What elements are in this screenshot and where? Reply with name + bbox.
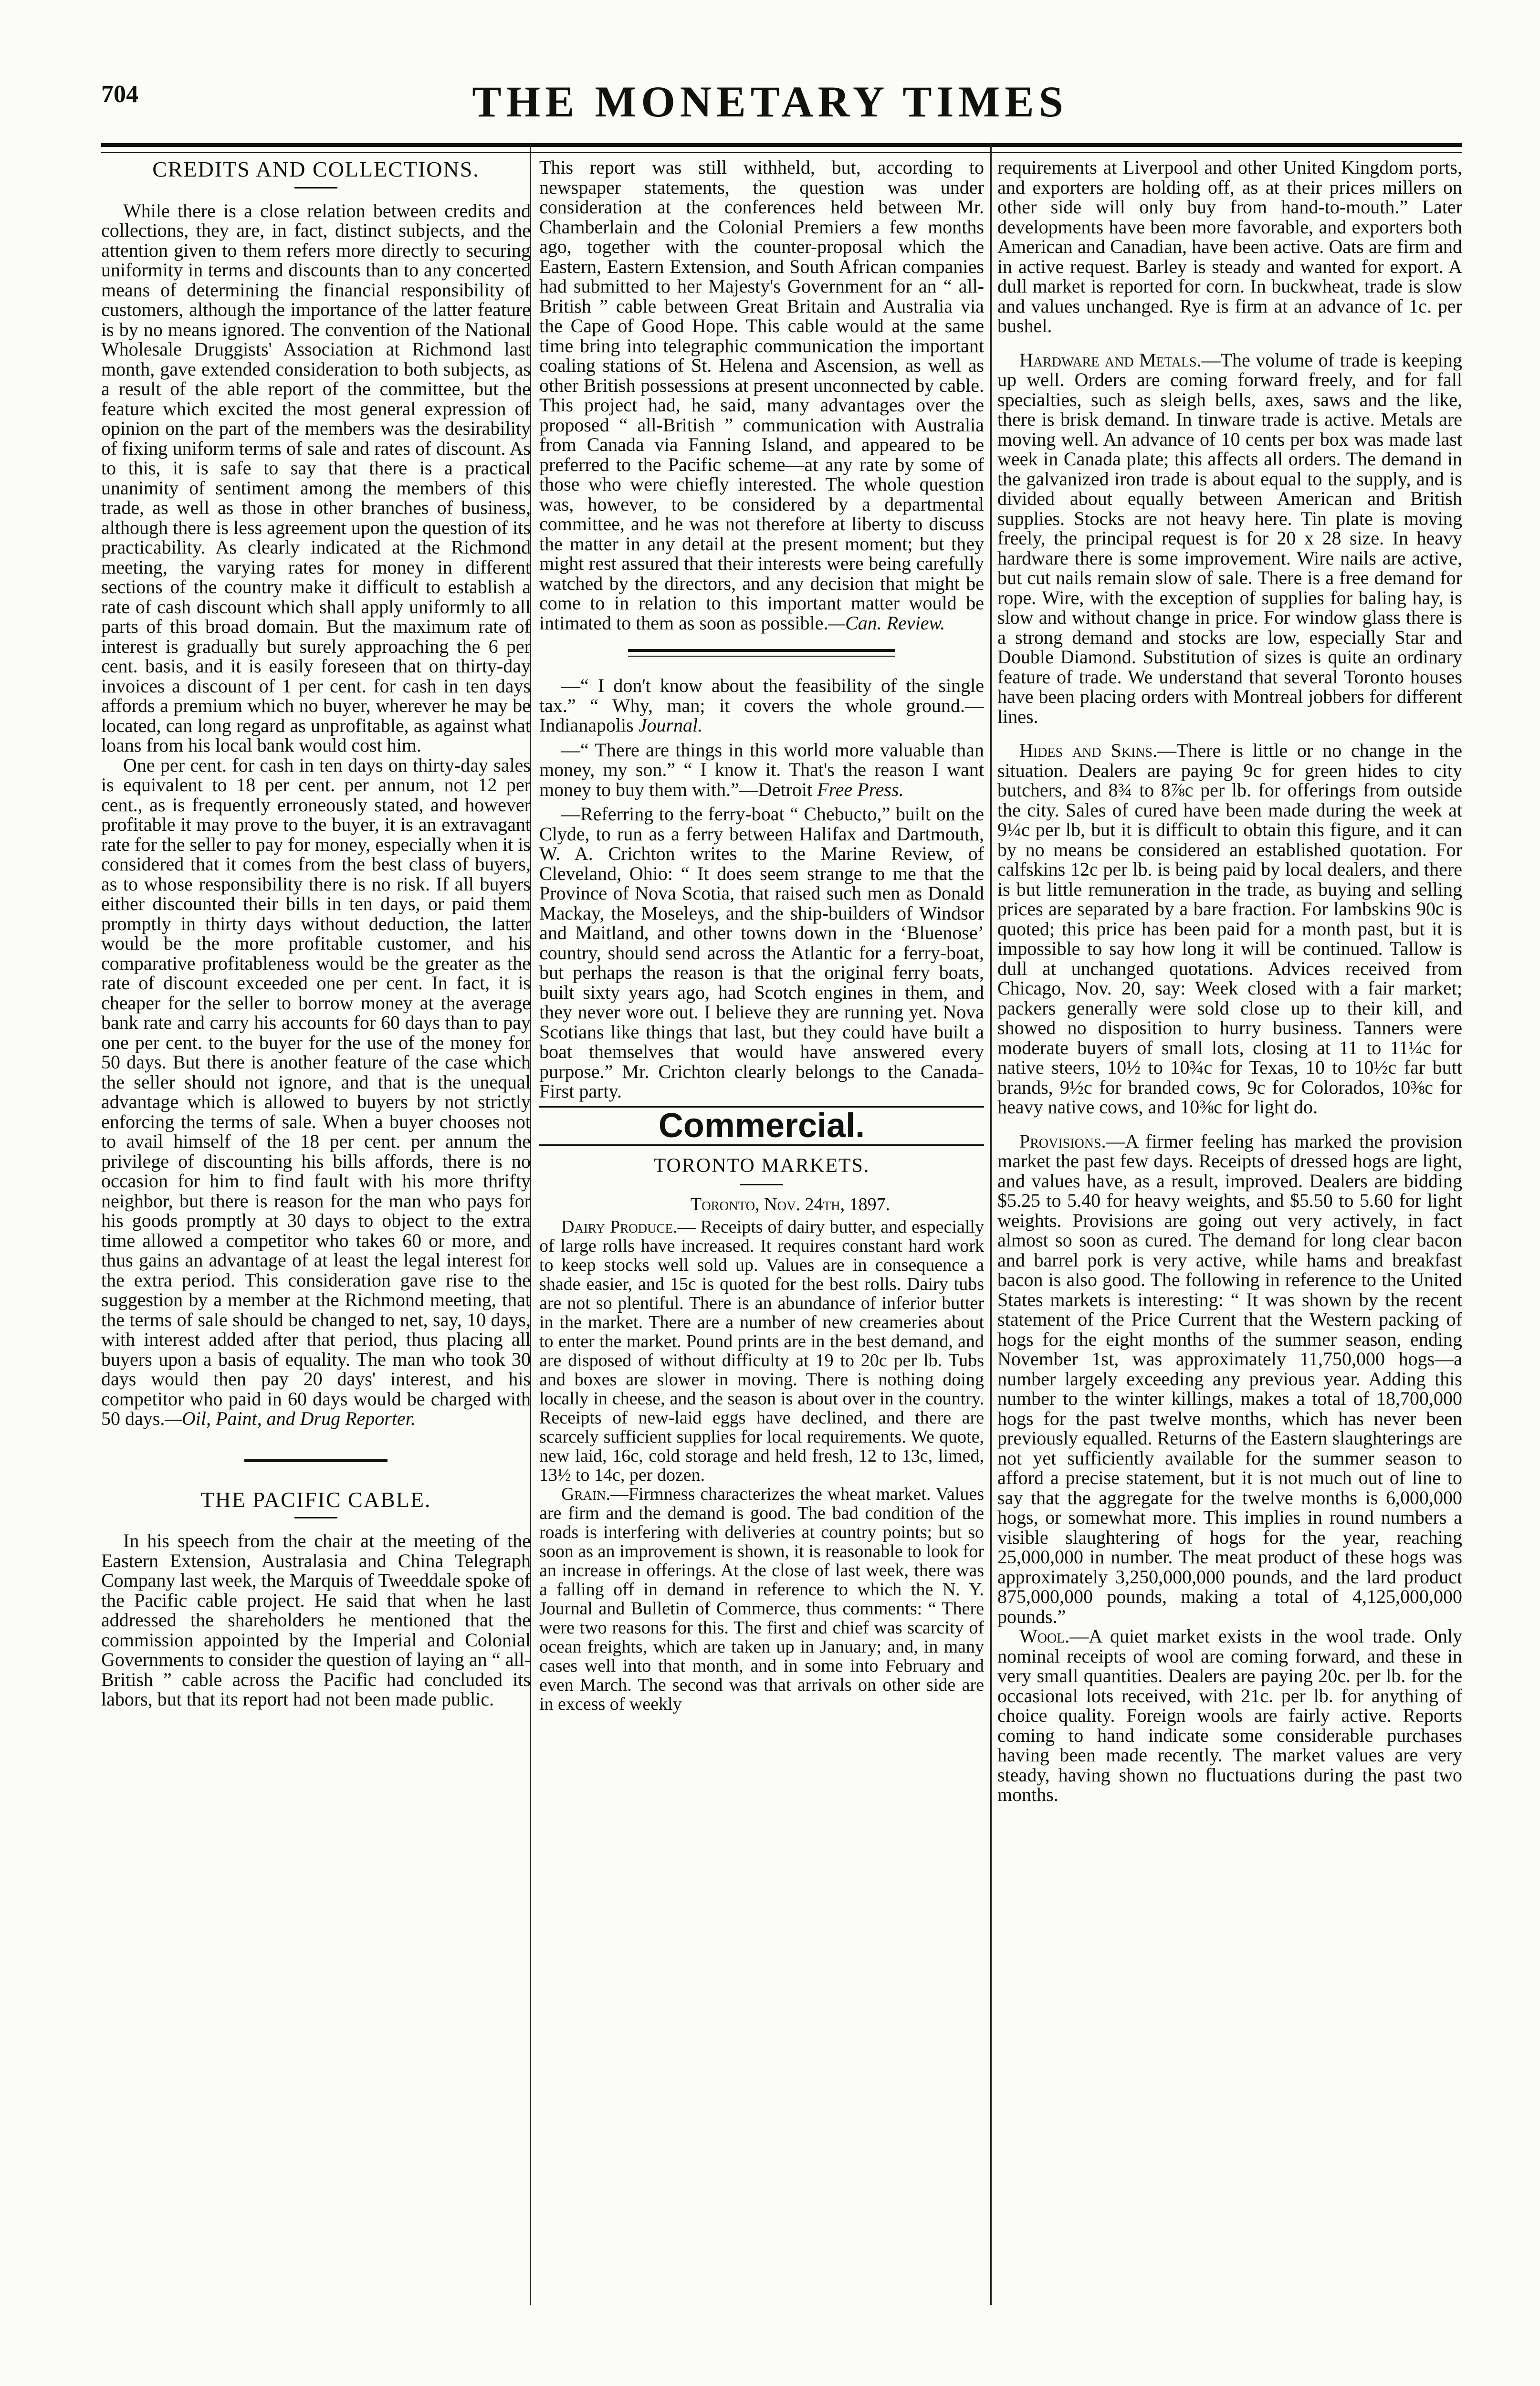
column-divider [990,143,992,2305]
article-title: TORONTO MARKETS. [653,1155,870,1177]
paragraph: Hardware and Metals.—The volume of trade is keeping up well. Orders are coming forward freely, and for fall specialties, such as sleigh bells, axes, saws and the like, there is brisk demand. In tinware trade is active. Metals are moving well. An advance of 10 cents per box was made last week in Canada plate; this affects all orders. The demand in the galvanized iron trade is about equal to the supply, and is divided about equally between American and British supplies. Stocks are not heavy here. Tin plate is moving freely, the principal request is for 20 x 28 size. In heavy hardware there is some improvement. Wire nails are active, but cut nails remain slow of sale. There is a free demand for rope. Wire, with the exception of supplies for baling hay, is slow and without change in price. For window glass there is a strong demand and stocks are low, especially Star and Double Diamond. Substitution of sizes is quite an ordinary feature of trade. We understand that several Toronto houses have been placing orders with Montreal jobbers for different lines. [997,349,1463,727]
paragraph: —“ I don't know about the feasibility of the single tax.” “ Why, man; it covers the whole ground.—Indianapolis Journal. [539,675,984,736]
paragraph: —Referring to the ferry-boat “ Chebucto,” built on the Clyde, to run as a ferry between Halifax and Dartmouth, W. A. Crichton writes to the Marine Review, of Cleveland, Ohio: “ It does seem strange to me that the Province of Nova Scotia, that raised such men as Donald Mackay, the Moseleys, and the ship-builders of Windsor and Maitland, and other towns down in the ‘Bluenose’ country, should send across the Atlantic for a ferry-boat, but perhaps the reason is that the original ferry boats, built sixty years ago, had Scotch engines in them, and they never wore out. I believe they are running yet. Nova Scotians like things that last, but they could have built a boat themselves that would have answered every purpose.” Mr. Crichton clearly belongs to the Canada-First party. [539,803,984,1102]
page-number: 704 [101,81,138,108]
paragraph: —“ There are things in this world more valuable than money, my son.” “ I know it. That's the reason I want money to buy them with.”—Detroit Free Press. [539,739,984,800]
article-title: CREDITS AND COLLECTIONS. [152,157,480,181]
paragraph: This report was still withheld, but, according to newspaper statements, the question was under consideration at the conferences held between Mr. Chamberlain and the Colonial Premiers a few months ago, together with the counter-proposal which the Eastern, Eastern Extension, and South African companies had submitted to her Majesty's Government for an “ all-British ” cable between Great Britain and Australia via the Cape of Good Hope. This cable would at the same time bring into telegraphic communication the important coaling stations of St. Helena and Ascension, as well as other British possessions at present unconnected by cable. This project had, he said, many advantages over the proposed “ all-British ” communication with Australia from Canada via Fanning Island, and appeared to be preferred to the Pacific scheme—at any rate by some of those who were chiefly interested. The whole question was, however, to be considered by a departmental committee, and he was not therefore at liberty to discuss the matter in any detail at the present moment; but they might rest assured that their interests were being carefully watched by the directors, and any decision that might be come to in relation to this important matter would be intimated to them as soon as possible.—Can. Review. [539,157,984,634]
header-rule [101,143,1462,147]
paragraph: Provisions.—A firmer feeling has marked the provision market the past few days. Receipts of dressed hogs are light, and values have, as a result, improved. Dealers are bidding $5.25 to 5.40 for heavy weights, and $5.50 to 5.60 for light weights. Provisions are going out very actively, in fact almost so soon as cured. The demand for long clear bacon and barrel pork is very active, while hams and breakfast bacon is also good. The following in reference to the United States markets is interesting: “ It was shown by the recent statement of the Price Current that the Western packing of hogs for the eight months of the summer season, ending November 1st, was approximately 11,750,000 hogs—a number largely exceeding any previous year. Adding this number to the winter killings, makes a total of 18,700,000 hogs for the past twelve months, which has never been previously equalled. Returns of the Eastern slaughterings are not yet sufficiently available for the summer season to afford a precise statement, but it is not much out of line to say that the aggregate for the twelve months is 6,000,000 hogs, or somewhat more. This implies in round numbers a visible slaughtering of hogs for the year, reaching 25,000,000 in number. The meat product of these hogs was approximately 3,250,000,000 pounds, and the lard product 875,000,000 pounds, making a total of 4,125,000,000 pounds.” [997,1130,1462,1627]
paragraph: requirements at Liverpool and other United Kingdom ports, and exporters are holding off, as at their prices millers on other side will only buy from hand-to-mouth.” Later developments have been more favorable, and exporters both American and Canadian, have been active. Oats are firm and in active request. Barley is steady and wanted for export. A dull market is reported for corn. In buckwheat, trade is slow and values unchanged. Rye is firm at an advance of 1c. per bushel. [997,157,1462,336]
section-divider [628,649,895,657]
header-rule-thin [101,152,1462,153]
paragraph: Wool.—A quiet market exists in the wool trade. Only nominal receipts of wool are coming forward, and these in very small quantities. Dealers are paying 20c. per lb. for the occasional lots received, with 21c. per lb. for anything of choice quality. Foreign wools are fairly active. Reports coming to hand indicate some considerable purchases having been made recently. The market values are very steady, having shown no fluctuations during the past two months. [997,1625,1462,1805]
article-title: THE PACIFIC CABLE. [200,1487,431,1512]
dateline: Toronto, Nov. 24th, 1897. [690,1194,890,1214]
paragraph: Grain.—Firmness characterizes the wheat market. Values are firm and the demand is good. The bad condition of the roads is interfering with deliveries at country points; but so soon as an improvement is shown, it is reasonable to look for an increase in offerings. At the close of last week, there was a falling off in demand in reference to which the N. Y. Journal and Bulletin of Commerce, thus comments: “ There were two reasons for this. The first and chief was scarcity of ocean freights, which are taken up in January; and, in many cases well into that month, and in some into February and even March. The second was that arrivals on other side are in excess of weekly [539,1484,984,1714]
divider [740,1184,783,1185]
section-heading: Commercial. [539,1106,984,1146]
column-1 [101,157,531,1709]
paragraph: While there is a close relation between credits and collections, they are, in fact, distinct subjects, and the attention given to them refers more directly to securing uniformity in terms and discounts than to any concerted means of determining the financial responsibility of customers, although the importance of the latter feature is by no means ignored. The convention of the National Wholesale Druggists' Association at Richmond last month, gave extended consideration to both subjects, as a result of the able report of the committee, but the feature which excited the most general expression of opinion on the part of the members was the desirability of fixing uniform terms of sale and rates of discount. As to this, it is safe to say that there is a practical unanimity of sentiment among the members of this trade, as well as those in other branches of business, although there is less agreement upon the question of its practicability. As clearly indicated at the Richmond meeting, the varying rates for money in different sections of the country make it difficult to establish a rate of cash discount which shall apply uniformly to all parts of this broad domain. But the maximum rate of interest is gradually but surely approaching the 6 per cent. basis, and it is easily foreseen that on thirty-day invoices a discount of 1 per cent. for cash in ten days affords a premium which no buyer, wherever he may be located, can long regard as unprofitable, as against what loans from his local bank would cost him. [101,199,531,756]
divider [294,187,337,188]
column-3 [997,157,1462,1805]
section-divider [244,1459,388,1462]
paragraph: Dairy Produce.— Receipts of dairy butter, and especially of large rolls have increased. It requires constant hard work to keep stocks well sold up. Values are in consequence a shade easier, and 15c is quoted for the best rolls. Dairy tubs are not so plentiful. There is an abundance of inferior butter in the market. There are a number of new creameries about to enter the market. Pound prints are in the best demand, and are disposed of without difficulty at 19 to 20c per lb. Tubs and boxes are slower in moving. There is nothing doing locally in cheese, and the season is about over in the country. Receipts of new-laid eggs have declined, and there are scarcely sufficient supplies for local requirements. We quote, new laid, 16c, cold storage and held fresh, 12 to 13c, limed, 13½ to 14c, per dozen. [539,1217,984,1485]
paragraph: In his speech from the chair at the meeting of the Eastern Extension, Australasia and China Telegraph Company last week, the Marquis of Tweeddale spoke of the Pacific cable project. He said that when he last addressed the shareholders he mentioned that the commission appointed by the Imperial and Colonial Governments to consider the question of laying an “ all-British ” cable across the Pacific had concluded its labors, but that its report had not been made public. [101,1530,531,1710]
divider [294,1517,337,1518]
masthead: THE MONETARY TIMES [472,77,1068,126]
paragraph: Hides and Skins.—There is little or no change in the situation. Dealers are paying 9c for green hides to city butchers, and 8¾ to 8⅞c per lb. for offerings from outside the city. Sales of cured have been made during the week at 9¼c per lb, but it is difficult to obtain this figure, and it can by no means be considered an established quotation. For calfskins 12c per lb. is being paid by local dealers, and there is but little remuneration in the trade, as buying and selling prices are separated by a bare fraction. For lambskins 90c is quoted; this price has been paid for a month past, but it is impossible to say how long it will be continued. Tallow is dull at unchanged quotations. Advices received from Chicago, Nov. 20, say: Week closed with a fair market; packers generally were sold close up to their kill, and showed no disposition to hurry business. Tanners were moderate buyers of small lots, closing at 11 to 11¼c for native steers, 10½ to 10¾c for Texas, 10 to 10½c far butt brands, 9½c for branded cows, 9c for Colorados, 10⅜c for heavy native cows, and 10⅜c for light do. [997,740,1462,1118]
paragraph: One per cent. for cash in ten days on thirty-day sales is equivalent to 18 per cent. per annum, not 12 per cent., as is frequently erroneously stated, and however profitable it may prove to the buyer, it is an extravagant rate for the seller to pay for money, especially when it is considered that it comes from the best class of buyers, as to whose responsibility there is no risk. If all buyers either discounted their bills in ten days, or paid them promptly in thirty days without deduction, the latter would be the more profitable customer, and his comparative profitableness would be the greater as the rate of discount exceeded one per cent. In fact, it is cheaper for the seller to borrow money at the average bank rate and carry his accounts for 60 days than to pay one per cent. to the buyer for the use of the money for 50 days. But there is another feature of the case which the seller should not ignore, and that is the unequal advantage which is allowed to buyers by not strictly enforcing the terms of sale. When a buyer chooses not to avail himself of the 18 per cent. per annum the privilege of discounting his bills affords, there is no occasion for him to find fault with his more thrifty neighbor, but there is reason for the man who pays for his goods promptly at 30 days to object to the extra time allowed a competitor who takes 60 or more, and thus gains an advantage of at least the legal interest for the extra period. This consideration gave rise to the suggestion by a member at the Richmond meeting, that the terms of sale should be changed to net, say, 10 days, with interest added after that period, thus placing all buyers upon a basis of equality. The man who took 30 days would then pay 20 days' interest, and his competitor who paid in 60 days would be charged with 50 days.—Oil, Paint, and Drug Reporter. [101,754,531,1429]
source-credit: —Oil, Paint, and Drug Reporter. [165,1408,416,1429]
column-2 [539,157,984,1714]
